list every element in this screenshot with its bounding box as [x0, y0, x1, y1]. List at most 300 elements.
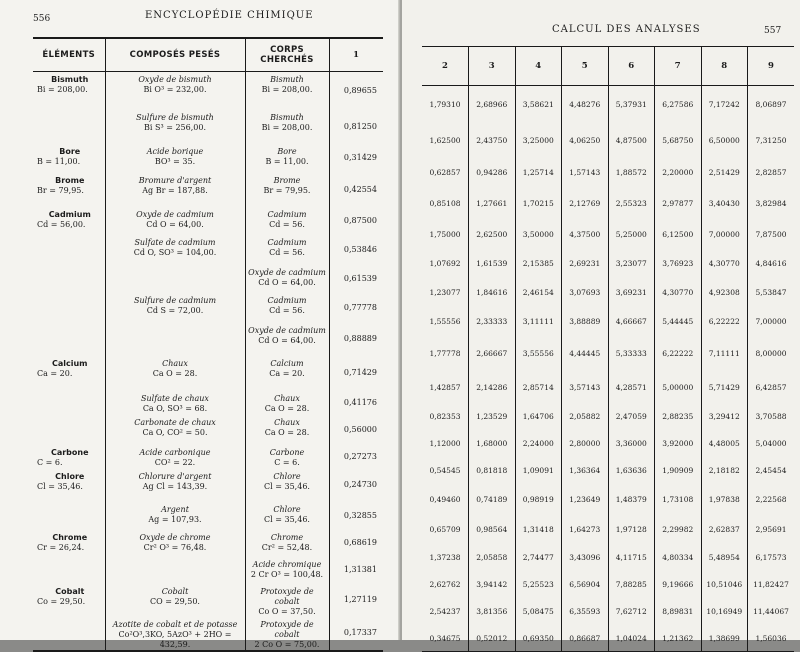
- element-name: Carbone: [50, 447, 89, 457]
- header-factor-8: 8: [701, 47, 748, 86]
- factor-cell: 4,11715: [608, 544, 655, 571]
- element-cell: [33, 584, 105, 617]
- element-cell: [33, 235, 105, 265]
- compound-name: Sulfure de bismuth: [136, 112, 214, 122]
- table-row: [33, 415, 383, 445]
- header-factor-3: 3: [469, 47, 516, 86]
- sought-formula: Cd O = 64,00.: [258, 277, 316, 287]
- factor-cell: 2,54237: [429, 607, 461, 616]
- element-name: Bore: [59, 146, 81, 156]
- factor-cell: 2,55323: [608, 187, 655, 221]
- header-row: [33, 38, 383, 72]
- factor-cell: 4,80334: [655, 544, 702, 571]
- factor-cell: 0,74189: [469, 483, 516, 516]
- element-cell: [33, 356, 105, 391]
- compound-name: Oxyde de bismuth: [138, 75, 212, 84]
- factor-cell: 4,48276: [562, 86, 609, 124]
- table-row: [422, 307, 794, 337]
- factor-cell: 1,12000: [429, 439, 461, 448]
- compound-cell: [105, 293, 245, 323]
- factor-cell: 2,97877: [655, 187, 702, 221]
- compound-cell: [105, 265, 245, 293]
- sought-formula: Bi = 208,00.: [261, 85, 313, 94]
- compound-cell: [105, 323, 245, 356]
- factor-cell: 1,23077: [429, 288, 461, 297]
- header-factor-6: 6: [608, 47, 655, 86]
- header-elements: ÉLÉMENTS: [33, 38, 105, 72]
- factor-cell: 2,24000: [515, 429, 562, 459]
- running-head-left: ENCYCLOPÉDIE CHIMIQUE: [145, 10, 314, 21]
- element-cell: [33, 265, 105, 293]
- sought-formula: Cd = 56.: [269, 219, 305, 229]
- sought-formula: C = 6.: [274, 457, 300, 467]
- compound-name: Argent: [161, 504, 189, 514]
- sought-cell: [245, 391, 329, 415]
- sought-formula: Ca = 20.: [269, 368, 305, 378]
- table-row: [422, 158, 794, 187]
- element-cell: [33, 415, 105, 445]
- sought-cell: [245, 235, 329, 265]
- factor-1-cell: 0,17337: [343, 628, 377, 637]
- factor-cell: 4,92308: [701, 279, 748, 307]
- factor-cell: 2,20000: [655, 158, 702, 187]
- table-row: [422, 124, 794, 158]
- factor-cell: 1,75000: [429, 230, 461, 239]
- compound-formula: Co²O³,3KO, 5AzO³ + 2HO = 432,59.: [118, 629, 232, 649]
- table-row: [422, 370, 794, 405]
- factor-cell: 3,82984: [748, 187, 795, 221]
- left-page: [0, 0, 400, 649]
- compound-formula: Cd O, SO³ = 104,00.: [133, 247, 217, 257]
- factor-cell: 3,92000: [655, 429, 702, 459]
- sought-name: Bismuth: [270, 112, 304, 122]
- compound-cell: [105, 584, 245, 617]
- factor-cell: 3,07693: [562, 279, 609, 307]
- factor-cell: 2,62762: [429, 579, 461, 589]
- factor-cell: 3,29412: [701, 405, 748, 429]
- compound-cell: [105, 617, 245, 651]
- factor-cell: 10,16949: [701, 598, 748, 626]
- factor-cell: 4,28571: [608, 370, 655, 405]
- sought-name: Bore: [277, 146, 297, 156]
- factor-cell: 2,46154: [515, 279, 562, 307]
- element-cell: [33, 110, 105, 144]
- compound-name: Acide carbonique: [139, 447, 211, 457]
- factor-cell: 5,00000: [655, 370, 702, 405]
- sought-formula: Co O = 37,50.: [258, 606, 316, 616]
- factor-cell: 1,77778: [429, 348, 461, 358]
- header-factor-2: 2: [422, 47, 469, 86]
- element-formula: Bi = 208,00.: [37, 85, 88, 94]
- header-factor-5: 5: [562, 47, 609, 86]
- factor-cell: 7,88285: [608, 571, 655, 598]
- compound-cell: [105, 356, 245, 391]
- factor-1-cell: 0,32855: [343, 510, 377, 520]
- factor-cell: 2,88235: [655, 405, 702, 429]
- factor-cell: 2,47059: [608, 405, 655, 429]
- factor-cell: 6,17573: [748, 544, 795, 571]
- element-cell: [33, 469, 105, 502]
- factor-cell: 1,04024: [608, 626, 655, 652]
- compound-cell: [105, 144, 245, 173]
- factor-cell: 0,69350: [515, 626, 562, 652]
- factor-cell: 11,82427: [748, 571, 795, 598]
- factor-cell: 0,54545: [429, 466, 461, 475]
- page-number-left: 556: [33, 14, 51, 24]
- page-number-right: 557: [764, 26, 782, 36]
- factor-cell: 3,94142: [469, 571, 516, 598]
- factor-cell: 3,25000: [515, 124, 562, 158]
- table-row: [33, 110, 383, 144]
- element-formula: Cl = 35,46.: [37, 481, 83, 491]
- sought-cell: [245, 530, 329, 557]
- factor-cell: 0,82353: [429, 412, 461, 421]
- sought-name: Chlore: [273, 504, 301, 514]
- factor-cell: 2,69231: [562, 249, 609, 279]
- factor-1-cell: 0,56000: [343, 424, 377, 434]
- compound-formula: CO² = 22.: [154, 457, 196, 467]
- factor-cell: 3,88889: [562, 307, 609, 337]
- factor-cell: 3,76923: [655, 249, 702, 279]
- factor-cell: 1,37238: [429, 552, 461, 562]
- factor-cell: 1,31418: [515, 516, 562, 544]
- factor-cell: 7,87500: [748, 221, 795, 249]
- factor-cell: 2,43750: [469, 124, 516, 158]
- sought-formula: Cl = 35,46.: [264, 481, 310, 491]
- factor-cell: 1,70215: [515, 187, 562, 221]
- factor-cell: 1,64273: [562, 516, 609, 544]
- factor-cell: 2,80000: [562, 429, 609, 459]
- factor-cell: 4,48005: [701, 429, 748, 459]
- factor-cell: 1,57143: [562, 158, 609, 187]
- factor-cell: 4,06250: [562, 124, 609, 158]
- factor-cell: 2,62500: [469, 221, 516, 249]
- compound-name: Chaux: [162, 358, 188, 368]
- compound-name: Acide borique: [146, 146, 204, 156]
- factor-cell: 2,15385: [515, 249, 562, 279]
- compound-formula: Bi S³ = 256,00.: [144, 122, 206, 132]
- element-formula: B = 11,00.: [37, 156, 81, 166]
- element-cell: [33, 173, 105, 207]
- sought-cell: [245, 265, 329, 293]
- factor-1-cell: 1,31381: [343, 565, 377, 574]
- factor-cell: 3,58621: [515, 86, 562, 124]
- sought-name: Chlore: [273, 471, 301, 481]
- running-head-right: CALCUL DES ANALYSES: [552, 24, 701, 35]
- header-factor-9: 9: [748, 47, 795, 86]
- compound-cell: [105, 445, 245, 469]
- sought-formula: Cd O = 64,00.: [258, 335, 316, 345]
- factor-cell: 2,66667: [469, 337, 516, 370]
- element-name: Brome: [55, 175, 85, 185]
- header-factor-1: 1: [329, 38, 383, 72]
- sought-cell: [245, 617, 329, 651]
- table-row: [33, 584, 383, 617]
- factor-cell: 4,30770: [655, 279, 702, 307]
- sought-cell: [245, 293, 329, 323]
- factor-1-cell: 0,77778: [343, 302, 377, 312]
- factor-cell: 2,62837: [701, 516, 748, 544]
- factor-cell: 0,52012: [469, 626, 516, 652]
- compound-name: Oxyde de cadmium: [136, 209, 214, 219]
- compound-name: Chlorure d'argent: [138, 471, 212, 481]
- compound-cell: [105, 72, 245, 110]
- table-row: [33, 356, 383, 391]
- factor-cell: 6,22222: [701, 307, 748, 337]
- table-row: [33, 391, 383, 415]
- factor-cell: 3,57143: [562, 370, 609, 405]
- compound-formula: BO³ = 35.: [154, 156, 196, 166]
- factor-cell: 3,50000: [515, 221, 562, 249]
- factor-1-cell: 0,68619: [343, 538, 377, 547]
- element-cell: [33, 530, 105, 557]
- factor-1-cell: 0,81250: [343, 121, 377, 131]
- factor-cell: 2,82857: [748, 158, 795, 187]
- compound-formula: Bi O³ = 232,00.: [143, 85, 207, 94]
- table-row: [422, 249, 794, 279]
- compound-cell: [105, 173, 245, 207]
- factor-cell: 0,81818: [469, 459, 516, 483]
- table-row: [33, 265, 383, 293]
- table-row: [422, 221, 794, 249]
- factor-cell: 5,44445: [655, 307, 702, 337]
- factor-cell: 1,62500: [429, 136, 461, 145]
- sought-cell: [245, 445, 329, 469]
- table-row: [422, 571, 794, 598]
- table-row: [422, 483, 794, 516]
- factor-cell: 1,61539: [469, 249, 516, 279]
- factor-cell: 2,05882: [562, 405, 609, 429]
- factor-cell: 4,37500: [562, 221, 609, 249]
- factor-cell: 8,89831: [655, 598, 702, 626]
- sought-name: Chrome: [270, 532, 304, 542]
- table-row: [422, 626, 794, 652]
- factor-cell: 0,34675: [429, 633, 461, 643]
- factor-cell: 6,42857: [748, 370, 795, 405]
- element-cell: [33, 207, 105, 235]
- table-row: [422, 544, 794, 571]
- element-name: Chrome: [52, 532, 88, 542]
- sought-cell: [245, 469, 329, 502]
- factor-cell: 1,56036: [748, 626, 795, 652]
- compound-formula: Ca O, CO² = 50.: [142, 427, 208, 437]
- element-cell: [33, 445, 105, 469]
- factor-cell: 5,48954: [701, 544, 748, 571]
- factor-cell: 7,62712: [608, 598, 655, 626]
- compound-formula: Ca O, SO³ = 68.: [142, 403, 208, 413]
- sought-cell: [245, 110, 329, 144]
- sought-formula: Bi = 208,00.: [261, 122, 313, 132]
- factor-1-cell: 0,88889: [343, 334, 377, 343]
- sought-name: Bismuth: [270, 75, 304, 84]
- factor-cell: 1,21362: [655, 626, 702, 652]
- factor-cell: 4,87500: [608, 124, 655, 158]
- factor-cell: 7,31250: [748, 124, 795, 158]
- factor-cell: 1,88572: [608, 158, 655, 187]
- factor-1-cell: 0,89655: [343, 85, 377, 95]
- sought-name: Chaux: [274, 393, 300, 403]
- factor-cell: 2,95691: [748, 516, 795, 544]
- factor-cell: 1,23649: [562, 483, 609, 516]
- factor-cell: 11,44067: [748, 598, 795, 626]
- element-name: Bismuth: [51, 75, 89, 84]
- factor-cell: 1,64706: [515, 405, 562, 429]
- sought-formula: 2 Co O = 75,00.: [254, 639, 320, 649]
- element-cell: [33, 144, 105, 173]
- compound-formula: Ag Cl = 143,39.: [142, 481, 208, 491]
- sought-cell: [245, 502, 329, 530]
- factor-cell: 2,51429: [701, 158, 748, 187]
- factors-table-body: [422, 86, 794, 652]
- sought-cell: [245, 584, 329, 617]
- table-row: [33, 323, 383, 356]
- factor-cell: 1,84616: [469, 279, 516, 307]
- sought-name: Cadmium: [267, 237, 307, 247]
- factor-cell: 1,07692: [429, 259, 461, 268]
- table-row: [422, 279, 794, 307]
- factor-1-cell: 0,31429: [343, 153, 377, 162]
- factor-cell: 6,50000: [701, 124, 748, 158]
- factor-cell: 1,79310: [429, 100, 461, 110]
- factor-cell: 7,11111: [701, 337, 748, 370]
- factor-cell: 3,43096: [562, 544, 609, 571]
- table-row: [33, 617, 383, 651]
- factor-cell: 2,33333: [469, 307, 516, 337]
- factor-cell: 2,12769: [562, 187, 609, 221]
- factor-cell: 1,48379: [608, 483, 655, 516]
- element-formula: Cr = 26,24.: [37, 542, 85, 552]
- table-row: [33, 502, 383, 530]
- compound-formula: CO = 29,50.: [150, 596, 200, 606]
- compound-formula: Ag = 107,93.: [148, 514, 202, 524]
- element-formula: Br = 79,95.: [37, 185, 84, 195]
- compound-name: Azotite de cobalt et de potasse: [112, 619, 238, 629]
- element-formula: C = 6.: [37, 457, 63, 467]
- sought-formula: Ca O = 28.: [264, 427, 310, 437]
- factor-cell: 1,36364: [562, 459, 609, 483]
- factor-cell: 1,09091: [515, 459, 562, 483]
- factor-cell: 4,44445: [562, 337, 609, 370]
- table-row: [422, 337, 794, 370]
- table-row: [33, 235, 383, 265]
- element-cell: [33, 391, 105, 415]
- header-row: [422, 47, 794, 86]
- sought-cell: [245, 72, 329, 110]
- sought-formula: Br = 79,95.: [263, 185, 311, 195]
- sought-name: Protoxyde de cobalt: [260, 586, 314, 606]
- compound-name: Cobalt: [161, 586, 189, 596]
- element-cell: [33, 72, 105, 110]
- factor-cell: 5,08475: [515, 598, 562, 626]
- compound-cell: [105, 469, 245, 502]
- header-factor-7: 7: [655, 47, 702, 86]
- table-row: [33, 72, 383, 110]
- factor-cell: 3,69231: [608, 279, 655, 307]
- table-row: [422, 429, 794, 459]
- element-formula: Ca = 20.: [37, 368, 73, 378]
- compound-name: Bromure d'argent: [138, 175, 212, 185]
- sought-name: Cadmium: [267, 295, 307, 305]
- table-row: [33, 293, 383, 323]
- sought-cell: [245, 144, 329, 173]
- factor-cell: 2,68966: [469, 86, 516, 124]
- right-page: [402, 0, 800, 643]
- sought-formula: Cl = 35,46.: [264, 514, 310, 524]
- table-row: [33, 445, 383, 469]
- element-cell: [33, 323, 105, 356]
- header-corps: CORPS CHERCHÉS: [245, 38, 329, 72]
- factor-cell: 3,36000: [608, 429, 655, 459]
- factor-cell: 5,53847: [748, 279, 795, 307]
- header-factor-4: 4: [515, 47, 562, 86]
- factor-cell: 10,51046: [701, 571, 748, 598]
- factor-cell: 8,06897: [748, 86, 795, 124]
- factor-cell: 3,11111: [515, 307, 562, 337]
- compound-cell: [105, 207, 245, 235]
- compound-formula: Ag Br = 187,88.: [142, 185, 208, 195]
- factor-cell: 4,30770: [701, 249, 748, 279]
- sought-name: Acide chromique: [252, 559, 322, 569]
- factor-cell: 0,86687: [562, 626, 609, 652]
- factor-1-cell: 0,41176: [343, 397, 377, 407]
- factor-cell: 3,55556: [515, 337, 562, 370]
- sought-name: Oxyde de cadmium: [248, 267, 326, 277]
- compound-cell: [105, 415, 245, 445]
- factor-cell: 5,71429: [701, 370, 748, 405]
- factor-cell: 7,00000: [701, 221, 748, 249]
- compound-name: Sulfate de chaux: [141, 393, 209, 403]
- sought-cell: [245, 207, 329, 235]
- element-cell: [33, 617, 105, 651]
- factor-cell: 2,18182: [701, 459, 748, 483]
- element-name: Chlore: [55, 471, 85, 481]
- factor-cell: 9,19666: [655, 571, 702, 598]
- sought-name: Chaux: [274, 417, 300, 427]
- factor-cell: 1,42857: [429, 382, 461, 392]
- compound-cell: [105, 557, 245, 584]
- table-row: [33, 207, 383, 235]
- factor-cell: 0,49460: [429, 494, 461, 504]
- factor-cell: 2,45454: [748, 459, 795, 483]
- sought-name: Brome: [273, 175, 301, 185]
- table-row: [422, 405, 794, 429]
- element-name: Cobalt: [55, 586, 85, 596]
- factor-cell: 5,25523: [515, 571, 562, 598]
- table-row: [422, 86, 794, 124]
- compound-name: Sulfure de cadmium: [133, 295, 217, 305]
- factor-cell: 1,63636: [608, 459, 655, 483]
- table-row: [33, 469, 383, 502]
- factor-cell: 2,14286: [469, 370, 516, 405]
- header-composes: COMPOSÉS PESÉS: [105, 38, 245, 72]
- table-row: [33, 173, 383, 207]
- sought-name: Protoxyde de cobalt: [260, 619, 314, 639]
- compound-formula: Cd O = 64,00.: [146, 219, 204, 229]
- table-row: [33, 530, 383, 557]
- factor-cell: 6,27586: [655, 86, 702, 124]
- factor-cell: 1,23529: [469, 405, 516, 429]
- table-row: [422, 516, 794, 544]
- table-row: [33, 557, 383, 584]
- factors-table: [422, 46, 794, 652]
- element-cell: [33, 557, 105, 584]
- factor-cell: 1,25714: [515, 158, 562, 187]
- factor-cell: 1,73108: [655, 483, 702, 516]
- factor-cell: 2,74477: [515, 544, 562, 571]
- factor-cell: 8,00000: [748, 337, 795, 370]
- factor-cell: 1,97128: [608, 516, 655, 544]
- factor-cell: 6,56904: [562, 571, 609, 598]
